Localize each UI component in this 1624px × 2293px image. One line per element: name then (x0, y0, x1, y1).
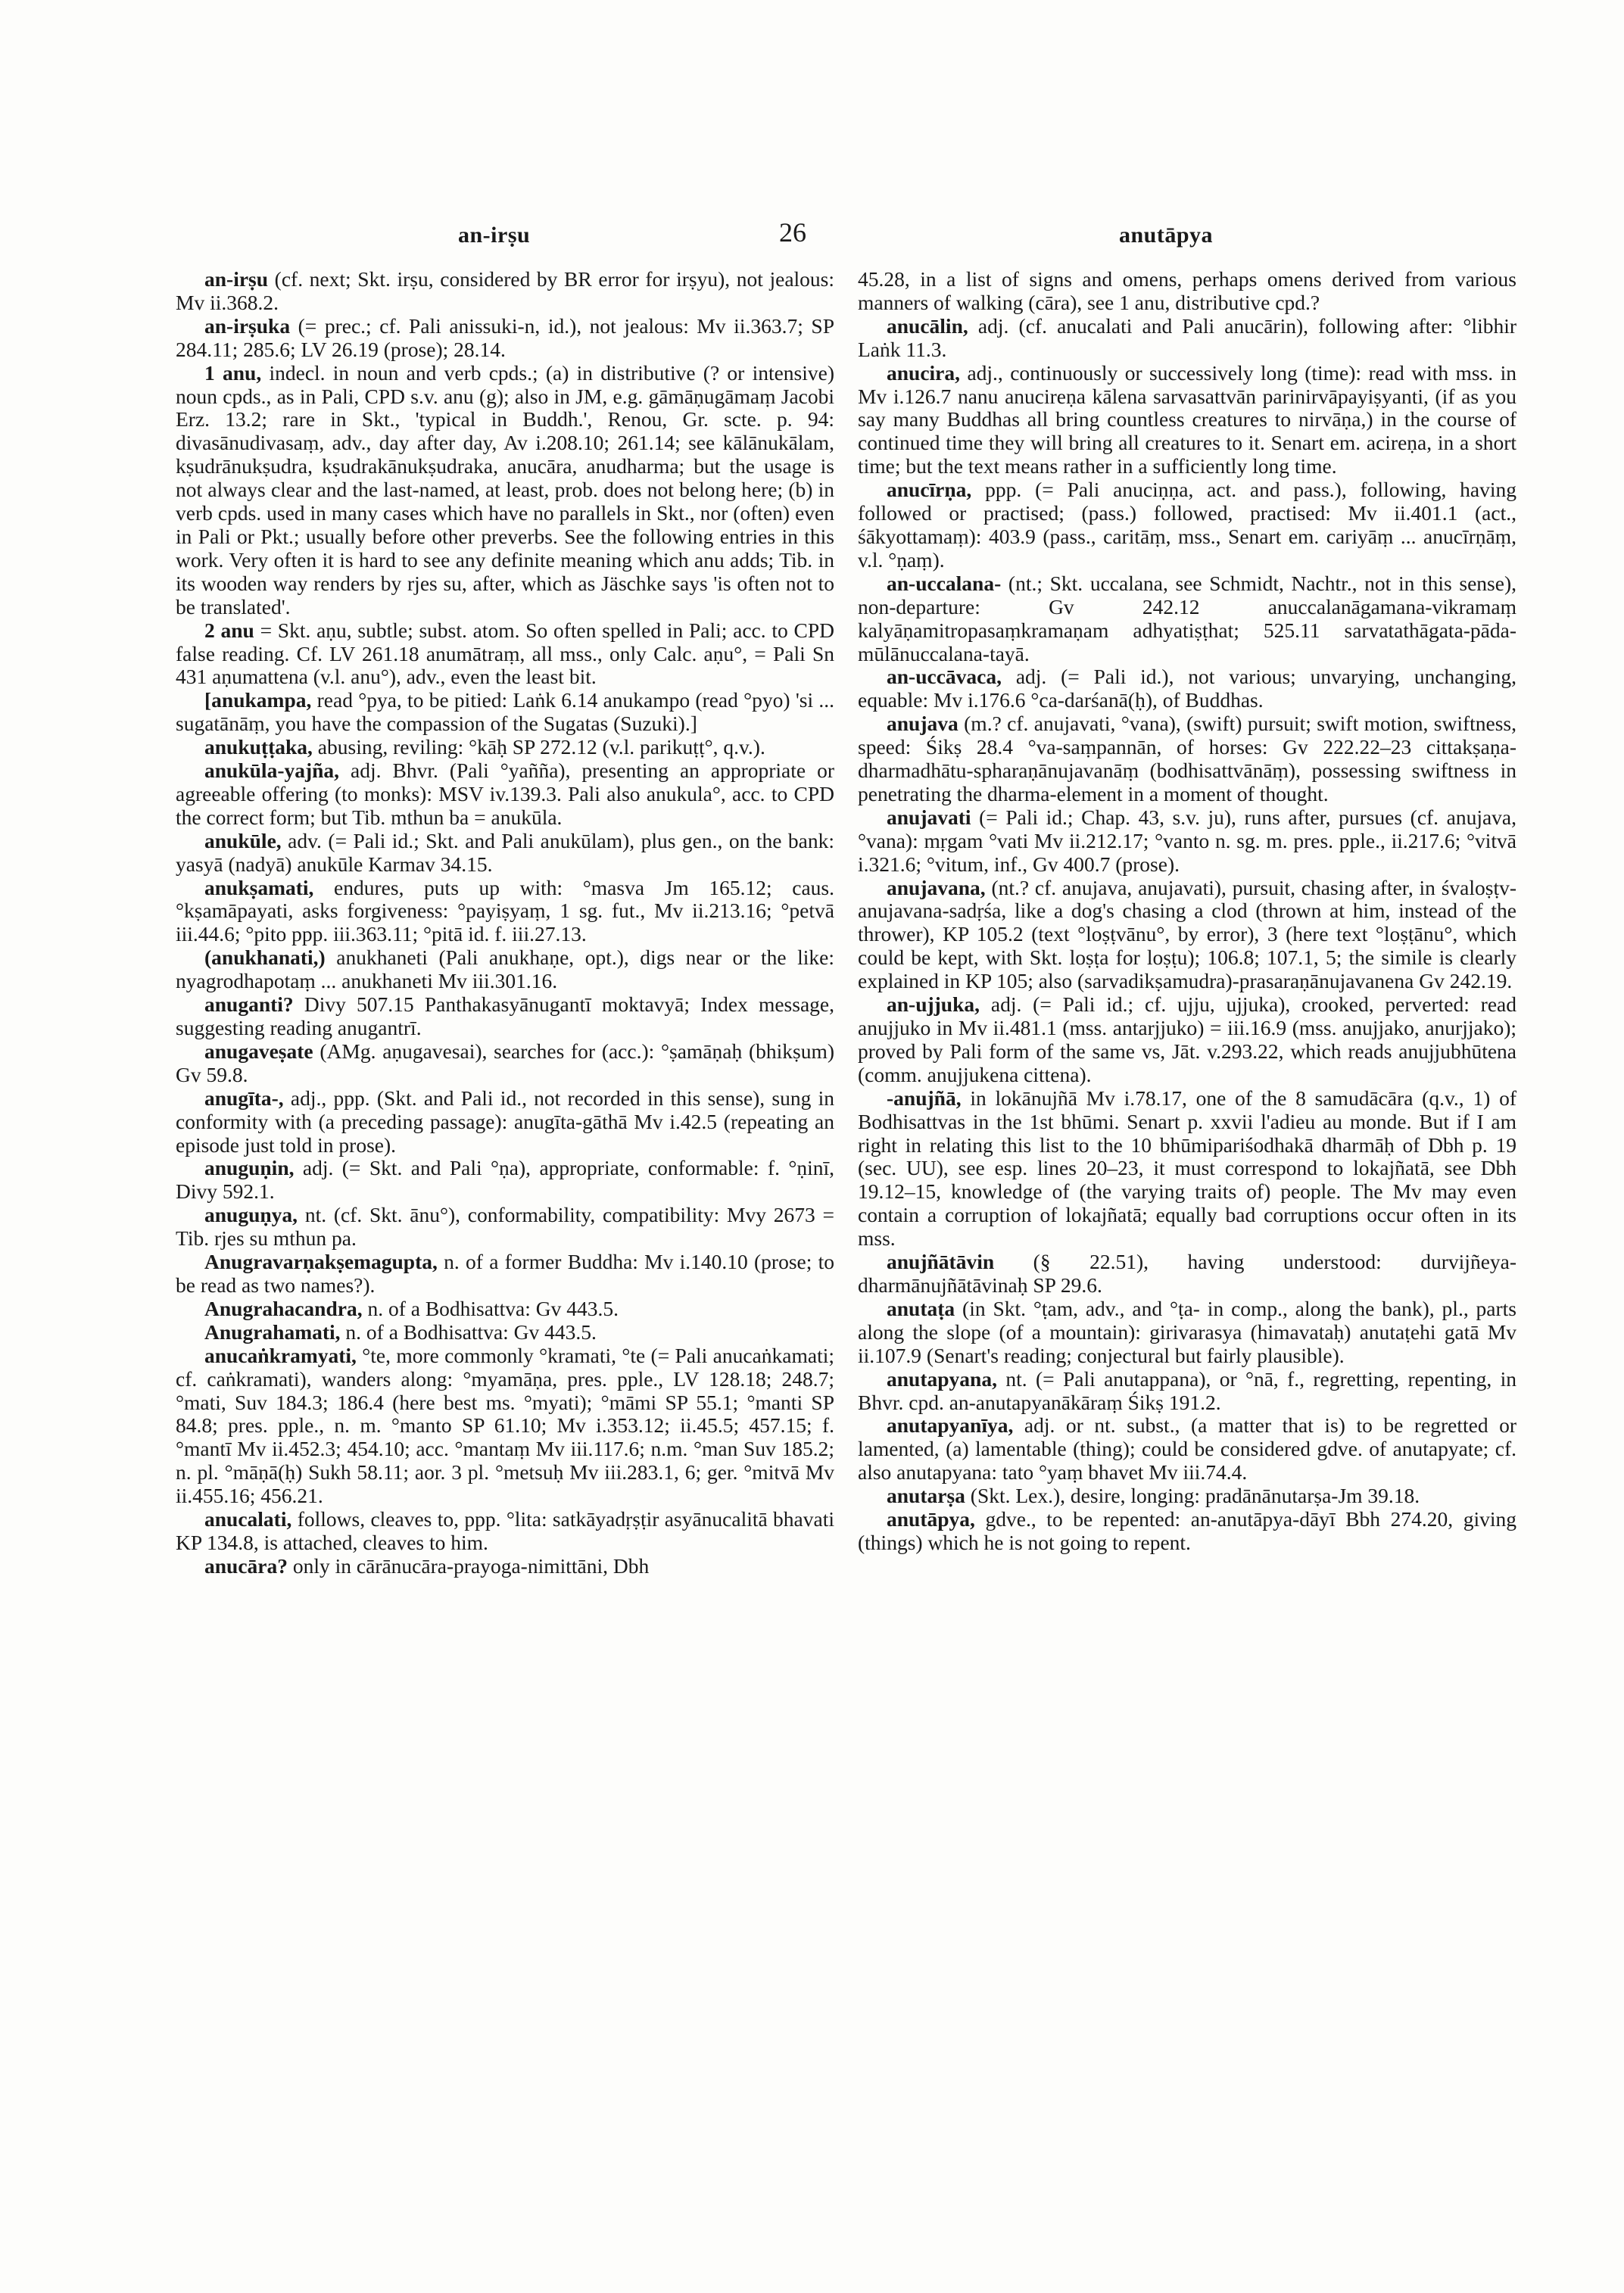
entry-body: ppp. (= Pali anuciṇṇa, act. and pass.), following, having followed or practised; (pass.) followed, practised: Mv ii.401.1 (act., śākyottamaṃ): 403.9 (pass., caritāṃ, mss., Senart em. cariyāṃ ... anucīrṇāṃ, v.l. °ṇaṃ). (858, 478, 1517, 572)
entry-body: (= prec.; cf. Pali anissuki-n, id.), not jealous: Mv ii.363.7; SP 284.11; 285.6; LV 26.19 (prose); 28.14. (176, 313, 834, 361)
dictionary-entry (176, 1040, 834, 1087)
dictionary-entry (176, 1508, 834, 1555)
dictionary-entry (858, 268, 1516, 315)
entry-body: only in cārānucāra-prayoga-nimittāni, Dbh (292, 1553, 650, 1578)
entry-body: in lokānujñā Mv i.78.17, one of the 8 samudācāra (q.v., 1) of Bodhisattvas in the 1st bhūmi. Senart p. xxvii l'adieu au monde. But if I am right in relating this list to the 10 bhūmipariśodhakā dharmāḥ of Dbh p. 19 (sec. UU), see esp. lines 20–23, it must correspond to lokajñatā, see Dbh 19.12–15, knowledge of (the varying traits of) people. The Mv may even contain a corruption of lokajñatā; equally bad corruptions occur often in its mss. (858, 1086, 1517, 1251)
entry-body: adj., continuously or successively long (time): read with mss. in Mv i.126.7 nanu anucireṇa kālena sarvasattvān parinirvāpayiṣyanti, (if as you say many Buddhas all bring countless creatures to nirvāṇa,) in the course of continued time they will bring all creatures to it. Senart em. acireṇa, in a short time; but the text means rather in a sufficiently long time. (858, 360, 1516, 478)
entry-headword: anucālin, (887, 313, 968, 338)
dictionary-entry (858, 1251, 1516, 1298)
entry-body: adj. Bhvr. (Pali °yañña), presenting an appropriate or agreeable offering (to monks): MSV iv.139.3. Pali also anukula°, acc. to CPD the correct form; but Tib. mthun ba = anukūla. (176, 759, 834, 829)
entry-headword: anuganti? (204, 992, 294, 1017)
entry-body: nt. (= Pali anutappana), or °nā, f., regretting, repenting, in Bhvr. cpd. an-anutapyanākāraṃ Śikṣ 191.2. (858, 1366, 1516, 1414)
entry-headword: anucāra? (204, 1553, 288, 1578)
entry-headword: anuguṇin, (204, 1156, 295, 1180)
entry-body: adj. (= Pali id.), not various; unvarying, unchanging, equable: Mv i.176.6 °ca-darśanā(ḥ), of Buddhas. (858, 665, 1516, 712)
right-running-headword: anutāpya (1119, 223, 1214, 248)
entry-headword: an-irṣuka (204, 313, 291, 338)
entry-headword: Anugrahacandra, (204, 1296, 363, 1320)
entry-body: read °pya, to be pitied: Laṅk 6.14 anukampo (read °pyo) 'si ... sugatānāṃ, you have the compassion of the Sugatas (Suzuki).] (176, 688, 835, 736)
entry-headword: [anukampa, (204, 688, 312, 712)
entry-headword: anutarṣa (887, 1484, 965, 1508)
entry-headword: anucira, (887, 360, 961, 385)
entry-body: (nt.; Skt. uccalana, see Schmidt, Nachtr., not in this sense), non-departure: Gv 242.12 anuccalanāgamana-vikramaṃ kalyāṇamitropasaṃkramaṇam adhyatiṣṭhat; 525.11 sarvatathāgata-pāda-mūlānuccalana-tayā. (858, 571, 1516, 665)
entry-headword: anujavana, (887, 875, 986, 899)
entry-headword: anugīta-, (204, 1086, 284, 1110)
entry-body: (Skt. Lex.), desire, longing: pradānānutarṣa-Jm 39.18. (970, 1484, 1420, 1508)
entry-headword: anukuṭṭaka, (204, 735, 313, 759)
dictionary-entry (176, 268, 834, 315)
left-running-headword: an-irṣu (458, 223, 531, 248)
dictionary-entry (176, 759, 834, 830)
entry-headword: 1 anu, (204, 360, 262, 385)
entry-body: nt. (cf. Skt. ānu°), conformability, compatibility: Mvy 2673 = Tib. rjes su mthun pa. (176, 1203, 834, 1251)
entry-headword: anukṣamati, (204, 875, 314, 899)
dictionary-entry (858, 665, 1516, 712)
dictionary-entry (176, 830, 834, 877)
entry-body: adj. (cf. anucalati and Pali anucārin), following after: °libhir Laṅk 11.3. (858, 313, 1517, 361)
entry-headword: anutapyana, (887, 1366, 997, 1391)
entry-headword: an-uccalana- (887, 571, 1002, 595)
entry-headword: anujavati (887, 805, 971, 829)
entry-headword: anukūle, (204, 828, 282, 852)
entry-headword: Anugravarṇakṣemagupta, (204, 1250, 438, 1274)
dictionary-entry (176, 619, 834, 690)
entry-body: (nt.? cf. anujava, anujavati), pursuit, chasing after, in śvaloṣṭv-anujavana-sadṛśa, like a dog's chasing a clod (thrown at him, instead of the thrower), KP 105.2 (text °loṣṭvānu°, by error), 3 (here text °loṣṭānu°, which could be kept, with Skt. loṣṭa for loṣṭu); 106.8; 107.1, 5; the simile is clearly explained in KP 105; also (sarvadikṣamudra)-prasaraṇānujavanena Gv 242.19. (858, 875, 1517, 993)
entry-body: Divy 507.15 Panthakasyānugantī moktavyā; Index message, suggesting reading anugantrī. (176, 992, 834, 1039)
dictionary-entry (858, 712, 1516, 806)
entry-headword: (anukhanati,) (204, 946, 326, 970)
entry-body: n. of a Bodhisattva: Gv 443.5. (367, 1296, 619, 1320)
dictionary-entry (176, 1298, 834, 1321)
dictionary-entry (176, 1555, 834, 1578)
running-head (0, 217, 1624, 254)
dictionary-entry (176, 1321, 834, 1344)
entry-headword: an-uccāvaca, (887, 665, 1002, 689)
entry-headword: anutaṭa (887, 1296, 955, 1320)
entry-body: adv. (= Pali id.; Skt. and Pali anukūlam), plus gen., on the bank: yasyā (nadyā) anukūle Karmav 34.15. (176, 828, 834, 876)
entry-headword: anutapyanīya, (887, 1413, 1014, 1438)
entry-body: (AMg. aṇugavesai), searches for (acc.): °ṣamāṇaḥ (bhikṣum) Gv 59.8. (176, 1039, 835, 1086)
dictionary-entry (858, 362, 1516, 479)
dictionary-entry (176, 736, 834, 759)
entry-body: (§ 22.51), having understood: durvijñeya-dharmānujñātāvinaḥ SP 29.6. (858, 1250, 1517, 1297)
entry-body: follows, cleaves to, ppp. °lita: satkāyadṛṣṭir asyānucalitā bhavati KP 134.8, is attached, cleaves to him. (176, 1507, 834, 1554)
dictionary-entry (858, 478, 1516, 572)
entry-headword: 2 anu (204, 618, 254, 642)
entry-body: (= Pali id.; Chap. 43, s.v. ju), runs after, pursues (cf. anujava, °vana): mṛgam °vati Mv ii.212.17; °vanto n. sg. m. pres. pple., ii.217.6; °vitvā i.321.6; °vitum, inf., Gv 400.7 (prose). (858, 805, 1516, 876)
dictionary-entry (176, 362, 834, 619)
dictionary-entry (858, 1087, 1516, 1251)
dictionary-entry (176, 993, 834, 1040)
entry-headword: anucaṅkramyati, (204, 1343, 357, 1367)
dictionary-entry (176, 877, 834, 947)
dictionary-entry (858, 1298, 1516, 1368)
entry-body: 45.28, in a list of signs and omens, perhaps omens derived from various manners of walking (cāra), see 1 anu, distributive cpd.? (858, 267, 1516, 314)
entry-body: gdve., to be repented: an-anutāpya-dāyī Bbh 274.20, giving (things) which he is not going to repent. (858, 1507, 1517, 1554)
entry-headword: anujava (887, 712, 959, 736)
entry-body: endures, puts up with: °masva Jm 165.12; caus. °kṣamāpayati, asks forgiveness: °payiṣyaṃ, 1 sg. fut., Mv ii.213.16; °petvā iii.44.6; °pito ppp. iii.363.11; °pitā id. f. iii.27.13. (176, 875, 834, 946)
entry-body: adj. or nt. subst., (a matter that is) to be regretted or lamented, (a) lamentable (thing); could be considered gdve. of anutapyate; cf. also anutapyana: tato °yaṃ bhavet Mv iii.74.4. (858, 1413, 1517, 1485)
entry-body: (m.? cf. anujavati, °vana), (swift) pursuit; swift motion, swiftness, speed: Śikṣ 28.4 °va-saṃpannān, of horses: Gv 222.22–23 cittakṣaṇa-dharmadhātu-spharaṇānujavanāṃ (bodhisattvānāṃ), possessing swiftness in penetrating the dharma-element in a moment of thought. (858, 712, 1517, 805)
dictionary-entry (858, 1368, 1516, 1415)
entry-body: (cf. next; Skt. irṣu, considered by BR error for irṣyu), not jealous: Mv ii.368.2. (176, 267, 835, 314)
entry-headword: anutāpya, (887, 1507, 975, 1531)
entry-body: (in Skt. °ṭam, adv., and °ṭa- in comp., along the bank), pl., parts along the slope (of a mountain): girivarasya (himavataḥ) anutaṭehi gatā Mv ii.107.9 (Senart's reading; conjectural but fairly plausible). (858, 1296, 1517, 1367)
entry-headword: anucīrṇa, (887, 478, 972, 502)
entry-body: n. of a Bodhisattva: Gv 443.5. (345, 1319, 597, 1344)
entry-headword: anucalati, (204, 1507, 292, 1531)
dictionary-entry (858, 877, 1516, 994)
dictionary-entry (858, 1414, 1516, 1485)
entry-headword: anukūla-yajña, (204, 759, 340, 783)
left-column (176, 268, 834, 1578)
dictionary-entry (176, 315, 834, 362)
entry-body: indecl. in noun and verb cpds.; (a) in distributive (? or intensive) noun cpds., as in Pali, CPD s.v. anu (g); also in JM, e.g. gāmāṇugāmaṃ Jacobi Erz. 13.2; rare in Skt., 'typical in Buddh.', Renou, Gr. scte. p. 94: divasānudivasaṃ, adv., day after day, Av i.208.10; 261.14; see kālānukālam, kṣudrānukṣudra, kṣudrakānukṣudraka, anucāra, anudharma; but the usage is not always clear and the last-named, at least, prob. does not belong here; (b) in verb cpds. used in many cases which have no parallels in Skt., nor (often) even in Pali or Pkt.; usually before other preverbs. See the following entries in this work. Very often it is hard to see any definite meaning which anu adds; Tib. in its wooden way renders by rjes su, after, which as Jäschke says 'is often not to be translated'. (176, 360, 835, 618)
dictionary-entry (176, 1157, 834, 1204)
dictionary-entry (176, 1204, 834, 1251)
entry-headword: -anujñā, (887, 1086, 962, 1110)
dictionary-entry (858, 1508, 1516, 1555)
entry-body: °te, more commonly °kramati, °te (= Pali anucaṅkamati; cf. caṅkramati), wanders along: °myamāṇa, pres. pple., LV 128.18; 248.7; °mati, Suv 184.3; 186.4 (here best ms. °myati); °māmi SP 55.1; °manti SP 84.8; pres. pple., n. m. °manto SP 61.10; Mv i.353.12; ii.45.5; 457.15; f. °mantī Mv ii.452.3; 454.10; acc. °mantaṃ Mv iii.117.6; n.m. °man Suv 185.2; n. pl. °māṇā(ḥ) Sukh 58.11; aor. 3 pl. °metsuḥ Mv iii.283.1, 6; ger. °mitvā Mv ii.455.16; 456.21. (176, 1343, 835, 1508)
dictionary-entry (176, 1344, 834, 1508)
entry-headword: anuguṇya, (204, 1203, 298, 1227)
entry-body: n. of a former Buddha: Mv i.140.10 (prose; to be read as two names?). (176, 1250, 835, 1297)
entry-headword: Anugrahamati, (204, 1319, 341, 1344)
entry-body: adj., ppp. (Skt. and Pali id., not recorded in this sense), sung in conformity with (a preceding passage): anugīta-gāthā Mv i.42.5 (repeating an episode just told in prose). (176, 1086, 835, 1157)
dictionary-entry (858, 1485, 1516, 1508)
dictionary-entry (858, 315, 1516, 362)
right-column (858, 268, 1516, 1555)
entry-body: anukhaneti (Pali anukhaṇe, opt.), digs near or the like: nyagrodhapotaṃ ... anukhaneti Mv iii.301.16. (176, 946, 835, 993)
entry-body: abusing, reviling: °kāḥ SP 272.12 (v.l. parikuṭṭ°, q.v.). (317, 735, 765, 759)
entry-headword: an-ujjuka, (887, 992, 980, 1017)
page-number: 26 (779, 217, 806, 248)
dictionary-entry (858, 993, 1516, 1087)
dictionary-entry (176, 946, 834, 993)
entry-body: = Skt. aṇu, subtle; subst. atom. So often spelled in Pali; acc. to CPD false reading. Cf. LV 261.18 anumātraṃ, all mss., only Calc. aṇu°, = Pali Sn 431 aṇumattena (v.l. anu°), adv., even the least bit. (176, 618, 834, 689)
entry-body: adj. (= Skt. and Pali °ṇa), appropriate, conformable: f. °ṇinī, Divy 592.1. (176, 1156, 834, 1204)
entry-headword: an-irṣu (204, 267, 269, 291)
dictionary-entry (176, 689, 834, 736)
dictionary-entry (858, 806, 1516, 877)
entry-body: adj. (= Pali id.; cf. ujju, ujjuka), crooked, perverted: read anujjuko in Mv ii.481.1 (mss. antarjjuko) = iii.16.9 (mss. anujjako, anurjjako); proved by Pali form of the same vs, Jāt. v.293.22, which reads anujjubhūtena (comm. anujjukena cittena). (858, 992, 1516, 1086)
dictionary-entry (176, 1087, 834, 1157)
entry-headword: anujñātāvin (887, 1250, 995, 1274)
dictionary-entry (176, 1251, 834, 1298)
entry-headword: anugaveṣate (204, 1039, 313, 1063)
dictionary-entry (858, 572, 1516, 666)
